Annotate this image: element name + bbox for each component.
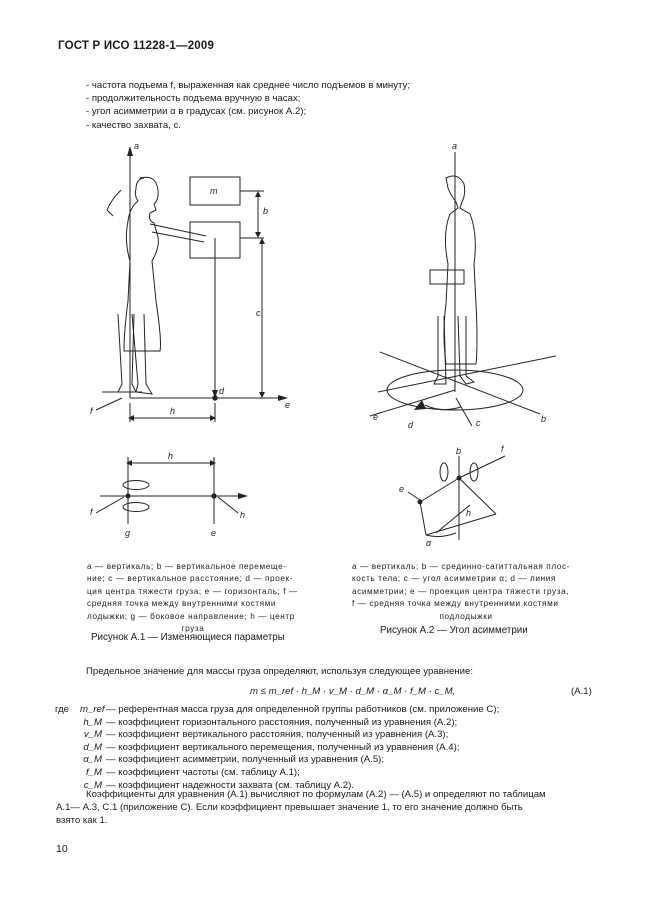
legend-line: a — вертикаль; b — срединно-сагиттальная плос- — [352, 562, 570, 571]
figure-a1-legend — [87, 561, 299, 635]
symbol-definitions — [55, 704, 603, 792]
label-alpha: α — [426, 538, 432, 548]
label-h-top: h — [168, 451, 174, 461]
label-h2-top: h — [466, 508, 472, 518]
paragraph-line: А.1— А.3, С.1 (приложение С). Если коэффициент превышает значение 1, то его значение должно быть — [56, 802, 523, 814]
legend-line: средняя точка между внутренними костями — [87, 599, 277, 609]
asymmetry-line-d — [370, 390, 455, 416]
legend-line: ция центра тяжести груза; e — горизонталь; f — — [87, 586, 298, 596]
label-f-top: f — [90, 507, 93, 517]
label-c: c — [256, 308, 261, 318]
list-item: - частота подъема f, выраженная как среднее число подъемов в минуту; — [86, 80, 410, 91]
document-header: ГОСТ Р ИСО 11228-1—2009 — [58, 40, 215, 52]
definition-row: v_M — коэффициент вертикального расстояния, полученный из уравнения (А.3); — [83, 729, 449, 741]
label-e2: e — [373, 412, 379, 422]
footprint-left — [440, 463, 448, 481]
label-f2-top: f — [501, 444, 504, 454]
figure-a2-legend — [352, 561, 580, 623]
legend-line: лодыжки; g — боковое направление; h — центр — [87, 611, 295, 621]
label-c2: c — [476, 418, 481, 428]
definition-row: f_M — коэффициент частоты (см. таблицу А.1); — [86, 766, 300, 778]
definition-row: d_M — коэффициент вертикального перемещения, полученный из уравнения (А.4); — [83, 741, 460, 753]
definition-row: α_M — коэффициент асимметрии, полученный из уравнения (А.5); — [83, 754, 385, 766]
list-item: - угол асимметрии α в градусах (см. рисунок А.2); — [86, 106, 307, 118]
label-d2: d — [408, 420, 414, 430]
label-e: e — [285, 400, 291, 410]
list-item: - качество захвата, c. — [86, 119, 181, 131]
paragraph-line: взято как 1. — [56, 815, 108, 827]
label-b: b — [263, 206, 269, 216]
label-m: m — [210, 186, 218, 196]
legend-line: ние; c — вертикальное расстояние; d — проек- — [87, 574, 294, 584]
definition-row: h_M — коэффициент горизонтального расстояния, полученный из уравнения (А.2); — [83, 716, 458, 728]
definition-row: где m_ref — референтная масса груза для определенной группы работников (см. приложение С); — [55, 704, 500, 715]
legend-line: подлодыжки — [439, 611, 493, 621]
figure-a1-caption: Рисунок А.1 — Изменяющиеся параметры — [91, 632, 285, 643]
legend-line: асимметрии; e — проекция центра тяжести груза, — [352, 586, 570, 596]
equation: m ≤ m_ref · h_M · v_M · d_M · α_M · f_M · c_M, — [250, 686, 456, 697]
intro-paragraph: Предельное значение для массы груза определяют, используя следующее уравнение: — [86, 666, 474, 677]
label-b2: b — [541, 414, 547, 424]
label-a2: a — [452, 141, 458, 151]
closing-paragraph — [56, 788, 596, 828]
legend-line: кость тела; c — угол асимметрии α; d — линия — [352, 574, 556, 584]
label-e2-top: e — [399, 484, 405, 494]
label-a: a — [134, 141, 140, 151]
list-item: - продолжительность подъема вручную в часах; — [86, 93, 301, 105]
definition-row: c_M — коэффициент надежности захвата (см. таблицу А.2). — [83, 779, 354, 791]
legend-line: a — вертикаль; b — вертикальное перемеще- — [87, 562, 287, 571]
legend-line: f — средняя точка между внутренними костями — [352, 599, 559, 609]
label-f: f — [90, 406, 93, 416]
page-number: 10 — [56, 843, 68, 855]
person-front-view — [430, 176, 477, 384]
legend-line: груза — [181, 624, 205, 634]
label-e-top: e — [211, 528, 217, 538]
figure-a2-caption: Рисунок А.2 — Угол асимметрии — [380, 625, 528, 636]
label-g: g — [125, 528, 131, 538]
equation-number: (A.1) — [571, 686, 592, 697]
label-h-top2: h — [240, 510, 246, 520]
label-d: d — [219, 386, 225, 396]
label-h: h — [170, 406, 176, 416]
label-b2-top: b — [456, 446, 462, 456]
paragraph-line: Коэффициенты для уравнения (А.1) вычисляют по формулам (А.2) — (А.5) и определяют по таблицам — [86, 789, 546, 800]
